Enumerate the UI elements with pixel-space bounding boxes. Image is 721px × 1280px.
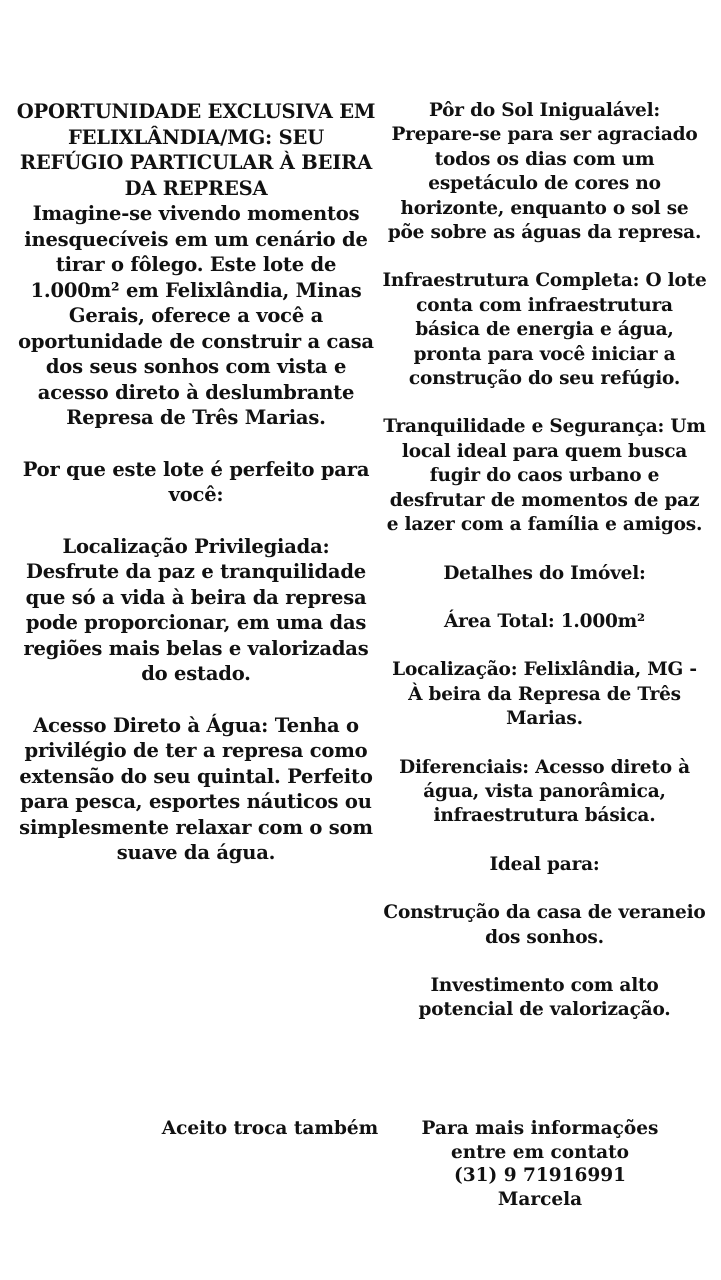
ideal-heading: Ideal para: [489,853,600,875]
sunset-paragraph: Pôr do Sol Inigualável: Prepare-se para ser agraciado todos os dias com um espetáculo de cores no horizonte, enquanto o sol se põe sobre as águas da represa. [387,100,702,244]
differentials-detail: Diferenciais: Acesso direto à água, vista panorâmica, infraestrutura básica. [399,756,690,827]
infrastructure-paragraph: Infraestrutura Completa: O lote conta com infraestrutura básica de energia e água, pronta para você iniciar a construção do seu refúgio. [382,270,707,390]
ideal-item-2: Investimento com alto potencial de valorização. [418,974,671,1021]
why-heading: Por que este lote é perfeito para você: [22,457,370,506]
contact-line-1: Para mais informações [421,1118,659,1139]
location-paragraph: Localização Privilegiada: Desfrute da paz e tranquilidade que só a vida à beira da represa pode proporcionar, em uma das regiões mais belas e valorizadas do estado. [23,534,369,685]
location-detail: Localização: Felixlândia, MG - À beira da Represa de Três Marias. [392,659,697,730]
ideal-item-1: Construção da casa de veraneio dos sonhos. [383,902,706,948]
ad-title: OPORTUNIDADE EXCLUSIVA EM FELIXLÂNDIA/MG: SEU REFÚGIO PARTICULAR À BEIRA DA REPRESA [16,100,376,200]
right-column [382,99,707,1023]
water-access-paragraph: Acesso Direto à Água: Tenha o privilégio de ter a represa como extensão do seu quintal. Perfeito para pesca, esportes náuticos ou simplesmente relaxar com o som suave da água. [19,713,373,864]
left-column [14,99,378,866]
contact-line-2: entre em contato [451,1141,629,1163]
details-heading: Detalhes do Imóvel: [443,562,646,584]
trade-note: Aceito troca também [161,1118,379,1139]
contact-name: Marcela [497,1188,583,1210]
intro-paragraph: Imagine-se vivendo momentos inesquecíveis em um cenário de tirar o fôlego. Este lote de 1.000m² em Felixlândia, Minas Gerais, oferece a você a oportunidade de construir a casa dos seus sonhos com vista e acesso direto à deslumbrante Represa de Três Marias. [18,202,374,429]
contact-block [395,1117,685,1211]
security-paragraph: Tranquilidade e Segurança: Um local ideal para quem busca fugir do caos urbano e desfrutar de momentos de paz e lazer com a família e amigos. [383,416,706,536]
area-detail: Área Total: 1.000m² [444,610,645,632]
contact-phone: (31) 9 71916991 [454,1165,626,1186]
